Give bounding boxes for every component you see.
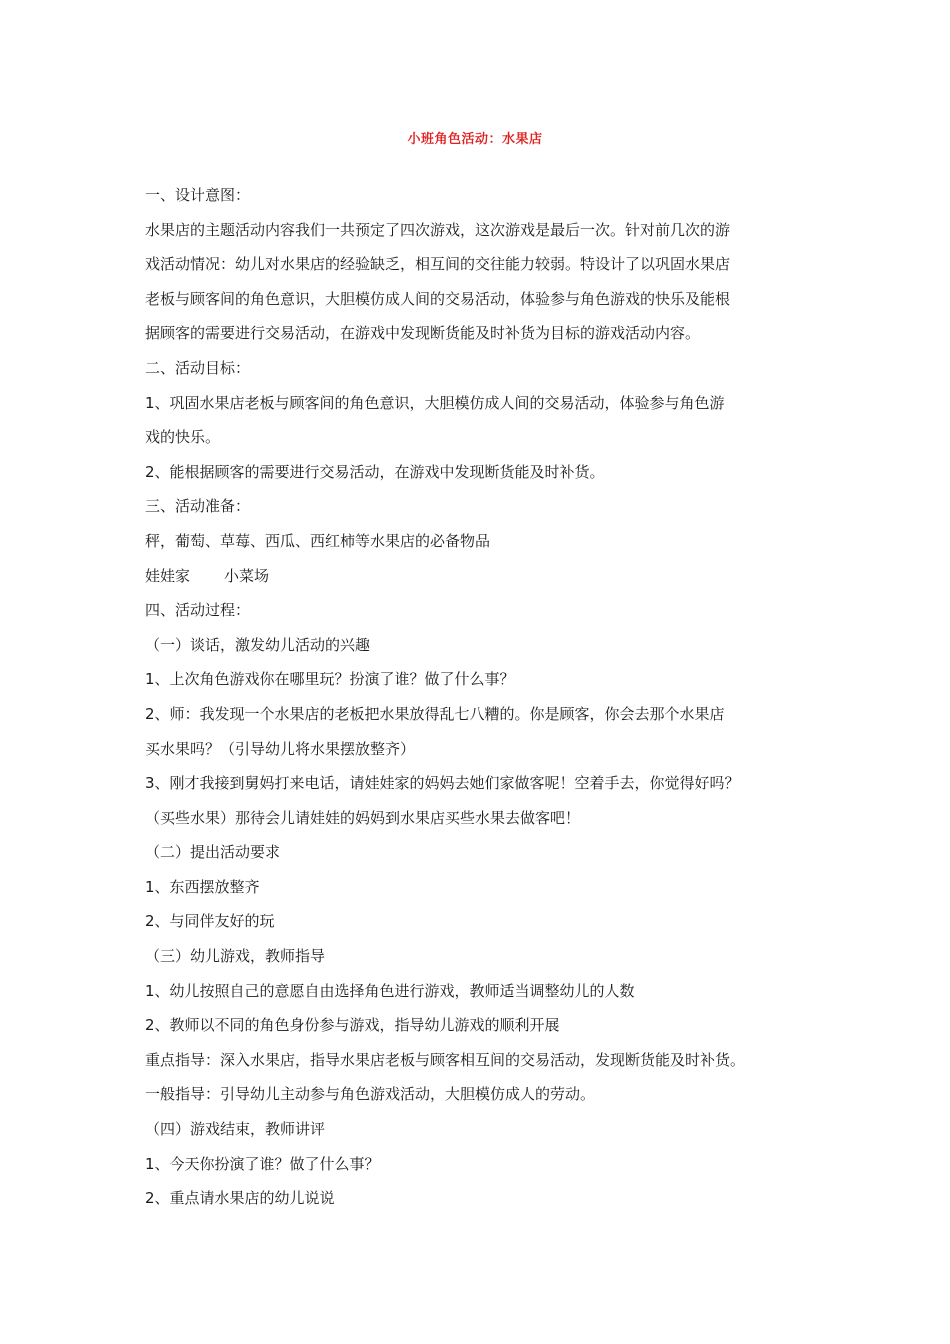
section-heading-preparation: 三、活动准备： xyxy=(145,497,251,516)
section-heading-design: 一、设计意图： xyxy=(145,186,251,204)
paragraph-line: 重点指导：深入水果店，指导水果店老板与顾客相互间的交易活动，发现断货能及时补货。 xyxy=(145,1050,746,1069)
paragraph-line: 戏的快乐。 xyxy=(145,428,221,447)
paragraph-line: 1、今天你扮演了谁？做了什么事？ xyxy=(145,1154,380,1173)
paragraph-line-areas xyxy=(145,559,820,594)
paragraph-line: 据顾客的需要进行交易活动，在游戏中发现断货能及时补货为目标的游戏活动内容。 xyxy=(145,324,701,343)
document-body xyxy=(145,178,820,1216)
subsection-heading: （一）谈话，激发幼儿活动的兴趣 xyxy=(145,635,371,654)
paragraph-line: 2、重点请水果店的幼儿说说 xyxy=(145,1189,335,1208)
paragraph-line: 1、东西摆放整齐 xyxy=(145,877,260,896)
paragraph-line: 一般指导：引导幼儿主动参与角色游戏活动，大胆模仿成人的劳动。 xyxy=(145,1085,596,1104)
paragraph-line: 2、与同伴友好的玩 xyxy=(145,912,275,931)
paragraph-line: 戏活动情况：幼儿对水果店的经验缺乏，相互间的交往能力较弱。特设计了以巩固水果店 xyxy=(145,255,731,274)
paragraph-line: 2、能根据顾客的需要进行交易活动，在游戏中发现断货能及时补货。 xyxy=(145,462,605,481)
section-heading-process: 四、活动过程： xyxy=(145,601,251,620)
paragraph-line: 秤，葡萄、草莓、西瓜、西红柿等水果店的必备物品 xyxy=(145,531,491,550)
area-doll-house: 娃娃家 xyxy=(145,566,191,585)
paragraph-line: 1、巩固水果店老板与顾客间的角色意识，大胆模仿成人间的交易活动，体验参与角色游 xyxy=(145,393,725,412)
paragraph-line: 1、幼儿按照自己的意愿自由选择角色进行游戏，教师适当调整幼儿的人数 xyxy=(145,981,635,1000)
section-heading-goals: 二、活动目标： xyxy=(145,358,251,377)
paragraph-line: 2、师：我发现一个水果店的老板把水果放得乱七八糟的。你是顾客，你会去那个水果店 xyxy=(145,704,725,723)
subsection-heading: （三）幼儿游戏，教师指导 xyxy=(145,947,326,966)
area-vegetable-market: 小菜场 xyxy=(224,566,270,585)
paragraph-line: 2、教师以不同的角色身份参与游戏，指导幼儿游戏的顺利开展 xyxy=(145,1016,560,1035)
paragraph-line: 买水果吗？（引导幼儿将水果摆放整齐） xyxy=(145,739,416,758)
paragraph-line: 1、上次角色游戏你在哪里玩？扮演了谁？做了什么事？ xyxy=(145,670,515,689)
paragraph-line: （买些水果）那待会儿请娃娃的妈妈到水果店买些水果去做客吧！ xyxy=(145,808,581,827)
subsection-heading: （二）提出活动要求 xyxy=(145,843,281,862)
paragraph-line: 3、刚才我接到舅妈打来电话，请娃娃家的妈妈去她们家做客呢！空着手去，你觉得好吗？ xyxy=(145,774,740,793)
document-title: 小班角色活动：水果店 xyxy=(407,132,543,147)
subsection-heading: （四）游戏结束，教师讲评 xyxy=(145,1120,326,1139)
paragraph-line: 老板与顾客间的角色意识，大胆模仿成人间的交易活动，体验参与角色游戏的快乐及能根 xyxy=(145,289,731,308)
paragraph-line: 水果店的主题活动内容我们一共预定了四次游戏，这次游戏是最后一次。针对前几次的游 xyxy=(145,220,731,239)
